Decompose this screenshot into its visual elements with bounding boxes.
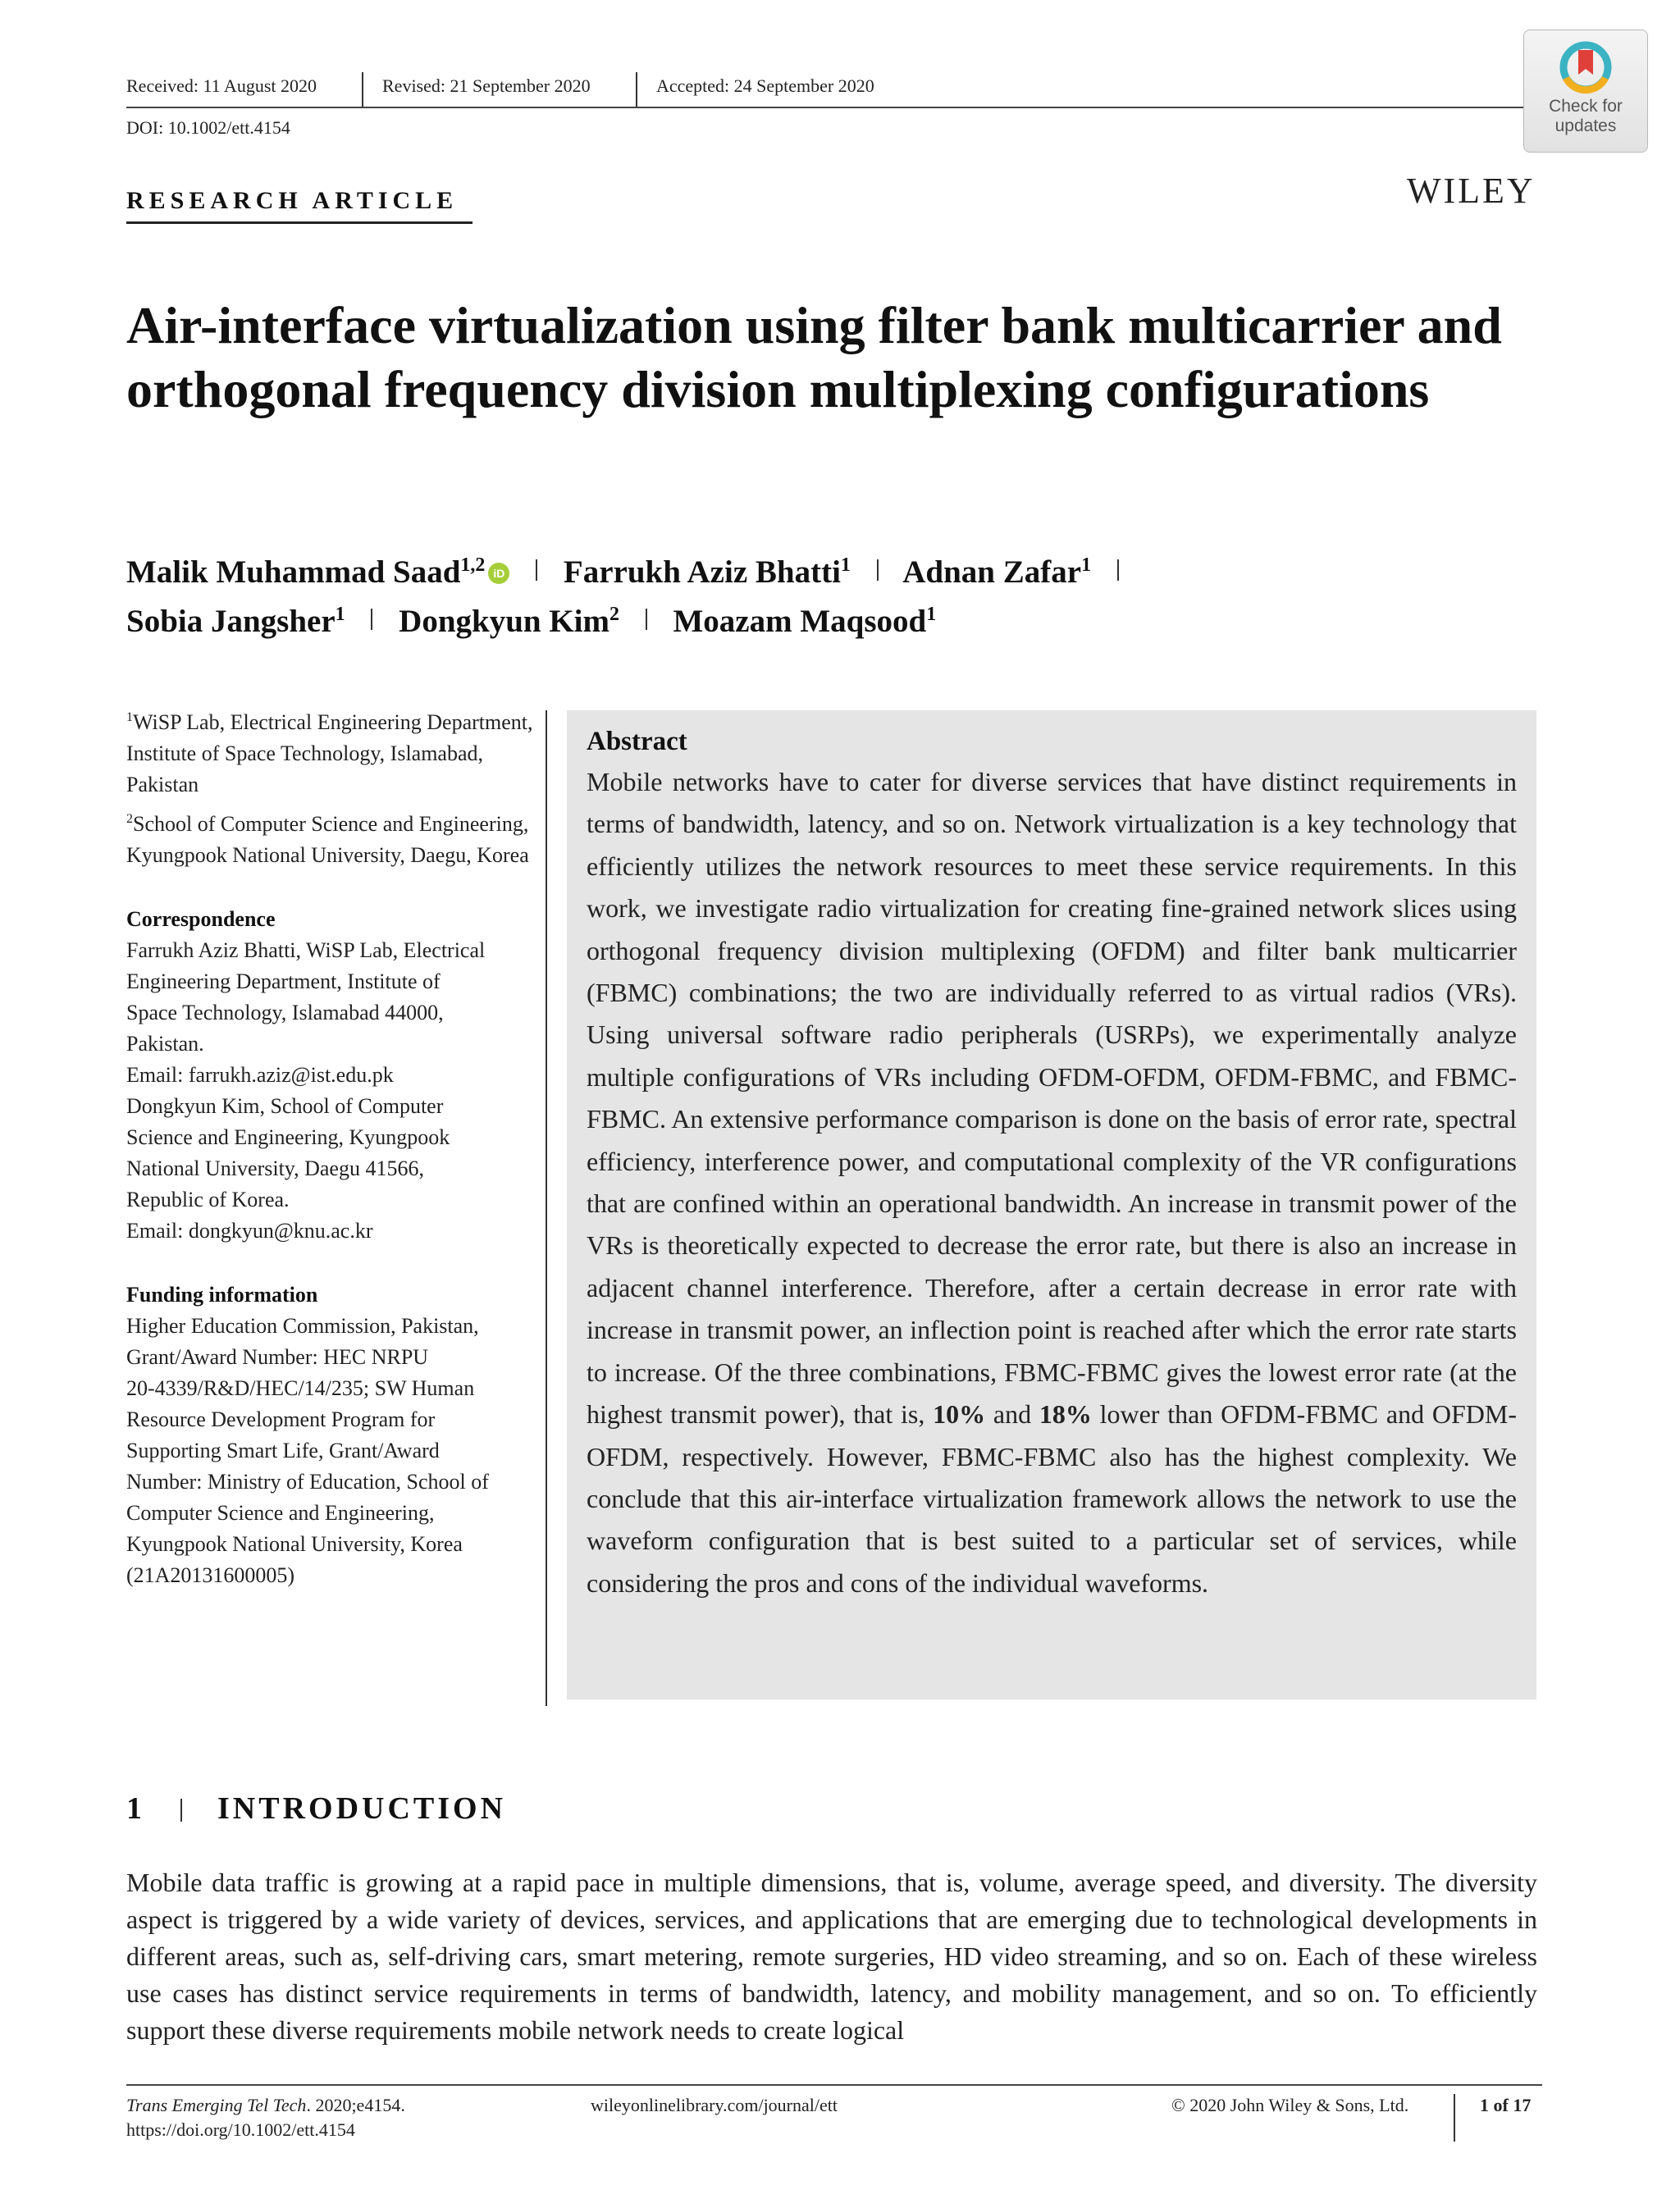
orcid-icon[interactable]: iD (488, 563, 509, 584)
correspondence-line: Farrukh Aziz Bhatti, WiSP Lab, Electrical (126, 938, 486, 962)
author-affiliation: 1 (926, 604, 937, 625)
column-divider (546, 710, 547, 1706)
affiliation: $^2$School of Computer Science and Engineering, Kyungpook National University, Daegu, Korea (126, 812, 529, 867)
accepted-date: Accepted: 24 September 2020 (656, 75, 874, 96)
abstract-heading: Abstract (587, 727, 687, 756)
funding-line: Resource Development Program for (126, 1407, 436, 1431)
funding-line: (21A20131600005) (126, 1563, 295, 1587)
intro-paragraph: Mobile data traffic is growing at a rapid pace in multiple dimensions, that is, volume, average speed, and diversity. The diversity aspect is triggered by a wide variety of devices, services, and applications that are emerging due to technological developments in different areas, such as, self-driving cars, smart metering, remote surgeries, HD video streaming, and so on. Each of these wireless use cases has distinct service requirements in terms of bandwidth, latency, and mobility management, and so on. To efficiently support these diverse requirements mobile network needs to create logical (126, 1868, 1537, 2045)
funding-line: Grant/Award Number: HEC NRPU (126, 1345, 429, 1369)
author-affiliation: 2 (609, 604, 619, 625)
funding-heading: Funding information (126, 1283, 318, 1307)
correspondence-line: Science and Engineering, Kyungpook (126, 1125, 450, 1149)
article-type: RESEARCH ARTICLE (126, 187, 459, 214)
footer-copyright: © 2020 John Wiley & Sons, Ltd. (1171, 2095, 1409, 2115)
footer-citation: Trans Emerging Tel Tech. 2020;e4154. https://doi.org/10.1002/ett.4154 (126, 2093, 405, 2142)
correspondence-email[interactable]: Email: dongkyun@knu.ac.kr (126, 1219, 373, 1243)
header-divider (362, 72, 363, 107)
page-number: 1 of 17 (1480, 2095, 1532, 2115)
correspondence-line: Republic of Korea. (126, 1188, 290, 1211)
correspondence-heading: Correspondence (126, 907, 276, 931)
revised-date: Revised: 21 September 2020 (382, 75, 591, 96)
check-for-updates-badge[interactable] (1523, 30, 1648, 153)
author-separator (371, 609, 372, 630)
author-name[interactable]: Malik Muhammad Saad (126, 554, 461, 590)
publisher-logo: WILEY (1407, 171, 1536, 211)
header-rule (126, 107, 1542, 108)
author-name[interactable]: Moazam Maqsood (673, 604, 927, 639)
affiliation: $^1$WiSP Lab, Electrical Engineering Department, Institute of Space Technology, Islamabad, Pakistan (126, 710, 533, 796)
author-separator (877, 559, 879, 581)
footer-divider (1454, 2094, 1455, 2142)
correspondence-line: Pakistan. (126, 1032, 204, 1056)
footer-doi-link[interactable]: https://doi.org/10.1002/ett.4154 (126, 2119, 355, 2140)
correspondence-line: Dongkyun Kim, School of Computer (126, 1094, 444, 1118)
received-date: Received: 11 August 2020 (126, 75, 317, 96)
author-separator (536, 559, 537, 581)
abstract-text: Mobile networks have to cater for diverse services that have distinct requirements in terms of bandwidth, latency, and so on. Network virtualization is a key technology that efficiently utilizes the network resources to meet these service requirements. In this work, we investigate radio virtualization for creating fine-grained network slices using orthogonal frequency division multiplexing (OFDM) and filter bank multicarrier (FBMC) combinations; the two are individually referred to as virtual radios (VRs). Using universal software radio peripherals (USRPs), we experimentally analyze multiple configurations of VRs including OFDM-OFDM, OFDM-FBMC, and FBMC-FBMC. An extensive performance comparison is done on the basis of error rate, spectral efficiency, interference power, and computational complexity of the VR configurations that are confined within an operational bandwidth. An increase in transmit power of the VRs is theoretically expected to decrease the error rate, but there is also an increase in adjacent channel interference. Therefore, after a certain decrease in error rate with increase in transmit power, an inflection point is reached after which the error rate starts to increase. Of the three combinations, FBMC-FBMC gives the lowest error rate (at the highest transmit power), that is, 10% and 18% lower than OFDM-FBMC and OFDM-OFDM, respectively. However, FBMC-FBMC also has the highest complexity. We conclude that this air-interface virtualization framework allows the network to use the waveform configuration that is best suited to a particular set of services, while considering the pros and cons of the individual waveforms. (587, 767, 1517, 1598)
funding-line: Computer Science and Engineering, (126, 1501, 435, 1525)
correspondence-line: Space Technology, Islamabad 44000, (126, 1001, 444, 1024)
author-name[interactable]: Farrukh Aziz Bhatti (563, 554, 841, 590)
check-updates-label: updates (1554, 116, 1617, 135)
sidebar-metadata (126, 707, 536, 1591)
funding-line: Higher Education Commission, Pakistan, (126, 1314, 479, 1338)
funding-line: Supporting Smart Life, Grant/Award (126, 1439, 440, 1462)
author-affiliation: 1 (335, 604, 345, 625)
correspondence-email[interactable]: Email: farrukh.aziz@ist.edu.pk (126, 1063, 394, 1087)
section-number: 1 (126, 1791, 142, 1826)
funding-line: Number: Ministry of Education, School of (126, 1470, 489, 1494)
footer-rule (126, 2084, 1542, 2086)
article-type-underline (126, 221, 472, 224)
author-affiliation: 1 (1081, 554, 1092, 576)
author-affiliation: 1,2 (460, 554, 486, 576)
author-name[interactable]: Sobia Jangsher (126, 604, 336, 639)
author-affiliation: 1 (840, 554, 851, 576)
abstract-box (567, 710, 1536, 1699)
correspondence-line: National University, Daegu 41566, (126, 1156, 424, 1180)
footer-website[interactable]: wileyonlinelibrary.com/journal/ett (591, 2095, 838, 2115)
author-list (126, 548, 1570, 646)
correspondence-line: Engineering Department, Institute of (126, 969, 441, 993)
author-name[interactable]: Dongkyun Kim (399, 604, 609, 639)
author-separator (1117, 559, 1119, 581)
funding-line: 20-4339/R&D/HEC/14/235; SW Human (126, 1376, 475, 1400)
funding-line: Kyungpook National University, Korea (126, 1532, 463, 1556)
check-updates-label: Check for (1549, 97, 1623, 116)
author-separator (646, 609, 647, 630)
header-divider (636, 72, 637, 107)
check-for-updates-icon (1557, 39, 1614, 96)
paper-title: Air-interface virtualization using filter bank multicarrier and orthogonal frequency division multiplexing configurations (126, 296, 1502, 418)
section-title: INTRODUCTION (217, 1791, 507, 1826)
author-name[interactable]: Adnan Zafar (902, 554, 1082, 590)
section-separator (180, 1799, 182, 1822)
doi[interactable]: DOI: 10.1002/ett.4154 (126, 117, 290, 138)
